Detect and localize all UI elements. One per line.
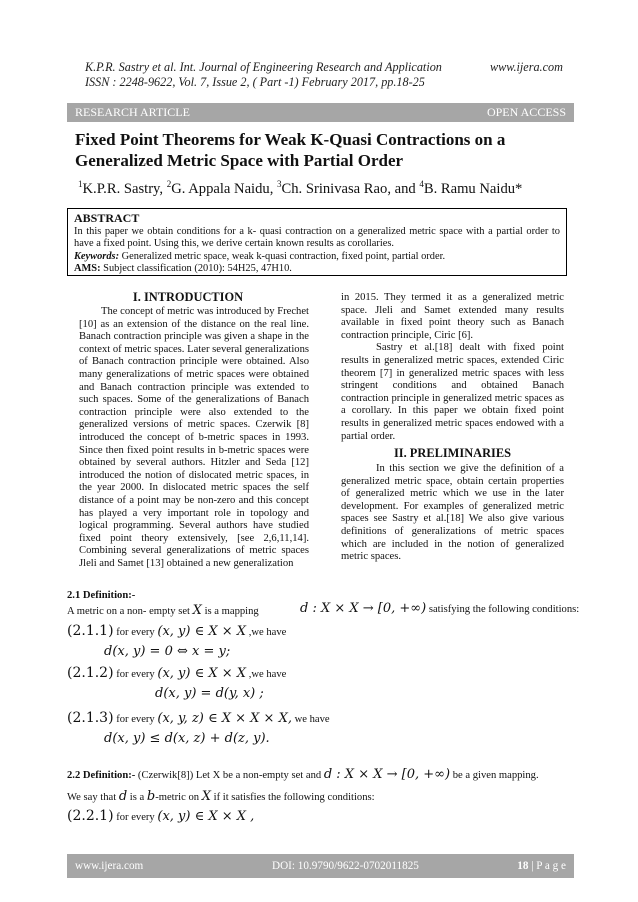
condition-2-1-3: (2.1.3) for every (x, y, z) ∈ X × X × X, we have bbox=[67, 710, 330, 726]
definition-2-2-heading: 2.2 Definition:- bbox=[67, 770, 136, 781]
journal-line: K.P.R. Sastry et al. Int. Journal of Engineering Research and Application bbox=[85, 60, 442, 74]
definition-2-1-intro: A metric on a non- empty set X is a mapping bbox=[67, 603, 259, 618]
preliminaries-heading: II. PRELIMINARIES bbox=[393, 446, 512, 460]
equation-2-1-2: d(x, y) = d(y, x) ; bbox=[155, 686, 264, 701]
definition-2-1-mapping: d : X × X → [0, +∞) satisfying the following conditions: bbox=[300, 601, 580, 616]
page-footer bbox=[67, 854, 574, 878]
introduction-body: The concept of metric was introduced by Frechet [10] as an extension of the distance on the real line. Banach contraction principle was given a shape in the context of metric spaces. Later several generalizations of Banach contraction principle were obtained. Also many generalizations of metric spaces were obtained and Banach contraction principle was extended to such spaces. Some of the generalizations of Banach contraction principle were also extended to the generalized versions of metric spaces. Czerwik [8] introduced the concept of b-metric spaces in 1993. Since then fixed point results in b-metric spaces were obtained by several authors. Hitzler and Seda [12] introduced the notion of dislocated metric spaces, in the year 2000. In dislocated metric spaces the self distance of a point may be non-zero and this concept has played a very important role in topology and logical programming. Several authors have studied fixed point theory extensively, [see 2,6,11,14]. Combining several generalizations of metric spaces Jleli and Samet [13] obtained a new generalization bbox=[79, 306, 309, 569]
equation-2-1-1: d(x, y) = 0 ⇔ x = y; bbox=[104, 644, 231, 659]
abstract-heading: ABSTRACT bbox=[74, 211, 140, 225]
introduction-continued: in 2015. They termed it as a generalized metric space. Jleli and Samet extended many results available in fixed point theory such as Banach contraction principle, Ciric [6]. Sastry et al.[18] dealt with fixed point results in generalized metric spaces, extended Ciric theorem [7] in generalized metric spaces with less stringent conditions and obtained Banach contraction principle in generalized metric spaces as a corollary. In this paper we obtain fixed point results in generalized metric spaces endowed with a partial order. bbox=[341, 292, 564, 442]
open-access-label: OPEN ACCESS bbox=[486, 105, 566, 119]
journal-website[interactable]: www.ijera.com bbox=[490, 60, 563, 74]
ams-label: AMS: bbox=[74, 263, 101, 275]
condition-2-1-2: (2.1.2) for every (x, y) ∈ X × X ,we have bbox=[67, 665, 287, 681]
article-type-banner bbox=[67, 103, 574, 122]
keywords-label: Keywords: bbox=[74, 250, 120, 262]
preliminaries-body: In this section we give the definition of a generalized metric space, obtain certain properties of generalized metric which we use in the later development. For examples of generalized metric spaces see Sastry et al.[18] We also give various definitions of generalizations of metric spaces which are included in the notion of generalized metric spaces. bbox=[341, 463, 564, 563]
equation-2-1-3: d(x, y) ≤ d(x, z) + d(z, y). bbox=[104, 731, 270, 746]
ams-classification: Subject classification (2010): 54H25, 47H10. bbox=[103, 263, 292, 275]
condition-2-2-1: (2.2.1) for every (x, y) ∈ X × X , bbox=[67, 808, 255, 824]
introduction-heading: I. INTRODUCTION bbox=[132, 290, 244, 304]
definition-2-2-intro: 2.2 Definition:- (Czerwik[8]) Let X be a non-empty set and d : X × X → [0, +∞) be a given mapping. bbox=[67, 767, 539, 782]
abstract-box bbox=[67, 208, 567, 276]
abstract-body: In this paper we obtain conditions for a k- quasi contraction on a generalized metric space with a partial order to have a fixed point. Using this, we derive certain known results as corollaries. Keywords: Generalized metric space, weak k-quasi contraction, fixed point, partial order. AMS: Subject classification (2010): 54H25, 47H10. bbox=[74, 226, 560, 275]
footer-doi[interactable]: DOI: 10.9790/9622-0702011825 bbox=[272, 860, 419, 872]
page-number: 18 | P a g e bbox=[517, 860, 566, 872]
condition-2-1-1: (2.1.1) for every (x, y) ∈ X × X ,we have bbox=[67, 623, 287, 639]
author-list: $^1$K.P.R. Sastry, $^2$G. Appala Naidu, $^3$Ch. Srinivasa Rao, and $^4$B. Ramu Naidu* bbox=[78, 179, 523, 197]
paper-title: Fixed Point Theorems for Weak K-Quasi Contractions on a Generalized Metric Space with Partial Order bbox=[75, 130, 506, 170]
research-article-label: RESEARCH ARTICLE bbox=[75, 105, 190, 119]
definition-2-2-statement: We say that d is a b-metric on X if it satisfies the following conditions: bbox=[67, 789, 375, 804]
footer-website[interactable]: www.ijera.com bbox=[75, 860, 144, 872]
issn-line: ISSN : 2248-9622, Vol. 7, Issue 2, ( Part -1) February 2017, pp.18-25 bbox=[85, 75, 425, 89]
keywords: Generalized metric space, weak k-quasi contraction, fixed point, partial order. bbox=[121, 250, 446, 262]
definition-2-1-heading: 2.1 Definition:- bbox=[67, 590, 136, 601]
